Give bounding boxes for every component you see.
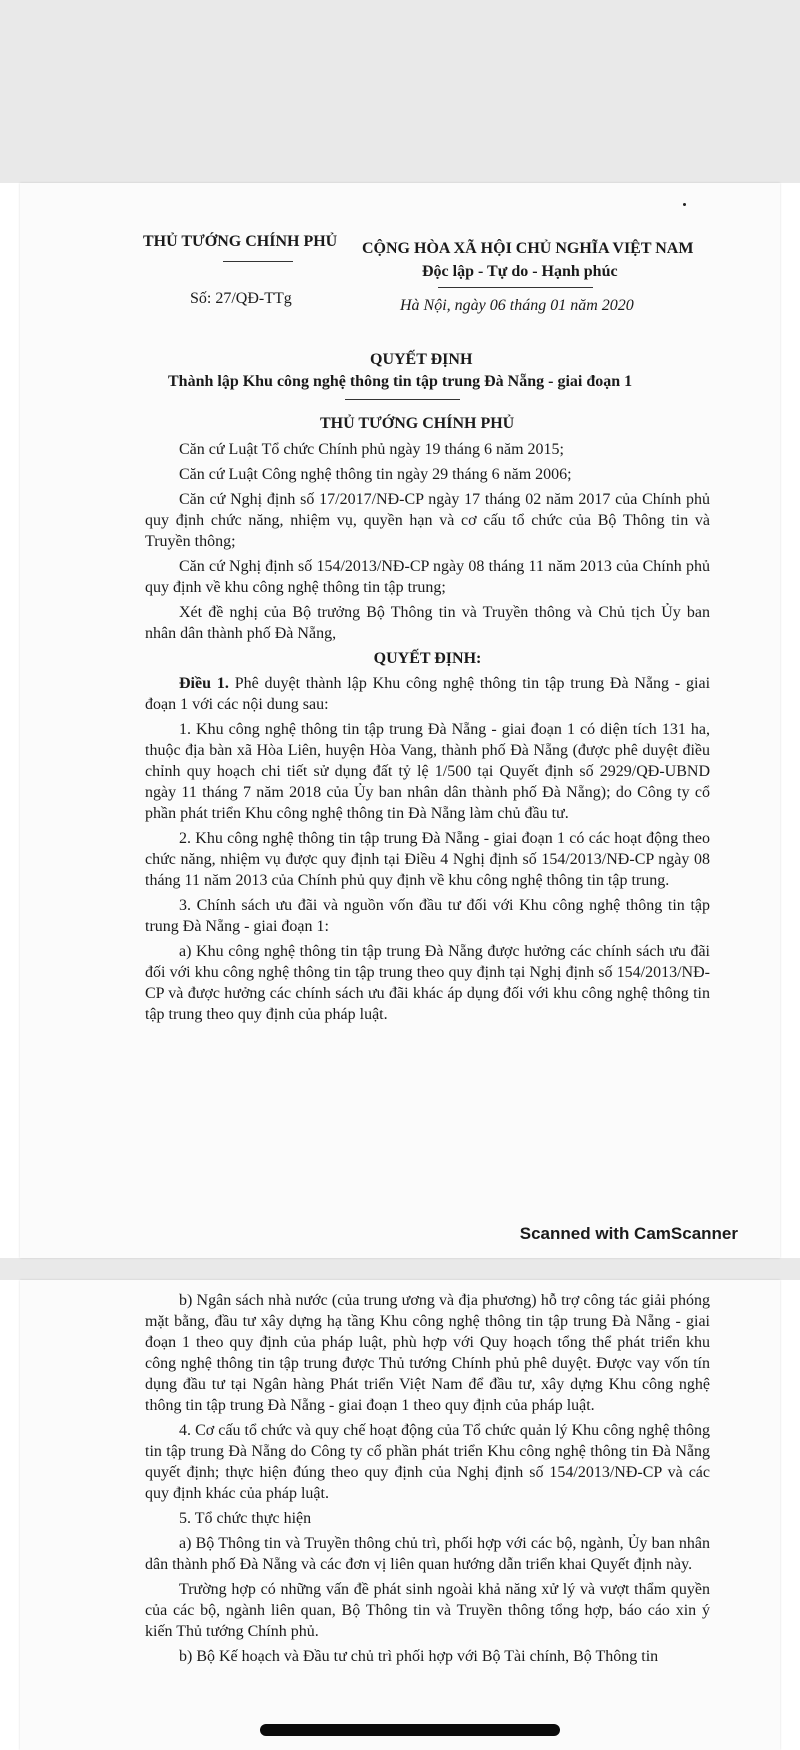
nation-name: CỘNG HÒA XÃ HỘI CHỦ NGHĨA VIỆT NAM bbox=[362, 240, 694, 257]
decision-heading: QUYẾT ĐỊNH: bbox=[373, 650, 482, 667]
issuer-name: THỦ TƯỚNG CHÍNH PHỦ bbox=[143, 233, 338, 250]
document-title: QUYẾT ĐỊNH bbox=[370, 351, 473, 368]
article-item: a) Khu công nghệ thông tin tập trung Đà Nẵng được hưởng các chính sách ưu đãi đối với khu công nghệ thông tin tập trung theo quy định tại Nghị định số 154/2013/NĐ-CP và được hưởng các chính sách ưu đãi khác áp dụng đối với khu công nghệ thông tin tập trung theo quy định của pháp luật. bbox=[145, 943, 710, 1023]
subtitle-underline bbox=[345, 399, 460, 400]
issue-date: Hà Nội, ngày 06 tháng 01 năm 2020 bbox=[400, 297, 634, 314]
article-item: 4. Cơ cấu tổ chức và quy chế hoạt động của Tổ chức quản lý Khu công nghệ thông tin tập trung Đà Nẵng do Công ty cổ phần phát triển Khu công nghệ thông tin Đà Nẵng quyết định; thực hiện đúng theo quy định của Nghị định số 154/2013/NĐ-CP và các quy định khác của pháp luật. bbox=[145, 1422, 710, 1502]
article-1 bbox=[145, 673, 710, 715]
scan-speck bbox=[683, 203, 686, 206]
nation-motto: Độc lập - Tự do - Hạnh phúc bbox=[422, 263, 618, 280]
article-1-label: Điều 1. bbox=[179, 675, 229, 692]
decision-body-continued bbox=[145, 1290, 710, 1671]
proposal-basis: Xét đề nghị của Bộ trưởng Bộ Thông tin và Truyền thông và Chủ tịch Ủy ban nhân dân thành phố Đà Nẵng, bbox=[145, 604, 710, 642]
legal-basis: Căn cứ Luật Tổ chức Chính phủ ngày 19 tháng 6 năm 2015; bbox=[179, 441, 564, 458]
top-background bbox=[0, 0, 800, 183]
camscanner-watermark: Scanned with CamScanner bbox=[519, 1224, 738, 1243]
legal-basis: Căn cứ Nghị định số 154/2013/NĐ-CP ngày 08 tháng 11 năm 2013 của Chính phủ quy định về khu công nghệ thông tin tập trung; bbox=[145, 558, 710, 596]
page-gap bbox=[0, 1258, 800, 1280]
authority-heading: THỦ TƯỚNG CHÍNH PHỦ bbox=[320, 415, 515, 432]
document-number: Số: 27/QĐ-TTg bbox=[190, 290, 292, 307]
document-page-1 bbox=[20, 183, 780, 1258]
article-item: b) Ngân sách nhà nước (của trung ương và địa phương) hỗ trợ công tác giải phóng mặt bằng, đầu tư xây dựng hạ tầng Khu công nghệ thông tin tập trung Đà Nẵng - giai đoạn 1 theo quy định của pháp luật, phù hợp với Quy hoạch tổng thể phát triển khu công nghệ thông tin tập trung được Thủ tướng Chính phủ phê duyệt. Được vay vốn tín dụng đầu tư tại Ngân hàng Phát triển Việt Nam để đầu tư, xây dựng Khu công nghệ thông tin tập trung Đà Nẵng - giai đoạn 1 theo quy định của pháp luật. bbox=[145, 1292, 710, 1414]
article-item: 3. Chính sách ưu đãi và nguồn vốn đầu tư đối với Khu công nghệ thông tin tập trung Đà Nẵng - giai đoạn 1: bbox=[145, 897, 710, 935]
article-1-text: Phê duyệt thành lập Khu công nghệ thông tin tập trung Đà Nẵng - giai đoạn 1 với các nội dung sau: bbox=[145, 675, 711, 713]
article-item: 5. Tổ chức thực hiện bbox=[179, 1510, 312, 1527]
document-page-2 bbox=[20, 1280, 780, 1750]
article-item: Trường hợp có những vấn đề phát sinh ngoài khả năng xử lý và vượt thẩm quyền của các bộ, ngành liên quan, Bộ Thông tin và Truyền thông tổng hợp, báo cáo xin ý kiến Thủ tướng Chính phủ. bbox=[145, 1581, 710, 1640]
motto-underline bbox=[438, 287, 593, 288]
legal-basis: Căn cứ Luật Công nghệ thông tin ngày 29 tháng 6 năm 2006; bbox=[179, 466, 572, 483]
document-subtitle: Thành lập Khu công nghệ thông tin tập trung Đà Nẵng - giai đoạn 1 bbox=[168, 373, 633, 390]
article-item: b) Bộ Kế hoạch và Đầu tư chủ trì phối hợp với Bộ Tài chính, Bộ Thông tin bbox=[179, 1648, 659, 1665]
legal-basis: Căn cứ Nghị định số 17/2017/NĐ-CP ngày 17 tháng 02 năm 2017 của Chính phủ quy định chức năng, nhiệm vụ, quyền hạn và cơ cấu tổ chức của Bộ Thông tin và Truyền thông; bbox=[145, 491, 710, 550]
article-item: 2. Khu công nghệ thông tin tập trung Đà Nẵng - giai đoạn 1 có các hoạt động theo chức năng, nhiệm vụ được quy định tại Điều 4 Nghị định số 154/2013/NĐ-CP ngày 08 tháng 11 năm 2013 của Chính phủ quy định về khu công nghệ thông tin tập trung. bbox=[145, 830, 710, 889]
issuer-underline bbox=[223, 261, 293, 262]
decision-body bbox=[145, 439, 710, 1029]
article-item: 1. Khu công nghệ thông tin tập trung Đà Nẵng - giai đoạn 1 có diện tích 131 ha, thuộc địa bàn xã Hòa Liên, huyện Hòa Vang, thành phố Đà Nẵng (được phê duyệt điều chỉnh quy hoạch chi tiết sử dụng đất tỷ lệ 1/500 tại Quyết định số 2929/QĐ-UBND ngày 11 tháng 7 năm 2018 của Ủy ban nhân dân thành phố Đà Nẵng); do Công ty cổ phần phát triển Khu công nghệ thông tin Đà Nẵng làm chủ đầu tư. bbox=[145, 721, 710, 822]
article-item: a) Bộ Thông tin và Truyền thông chủ trì, phối hợp với các bộ, ngành, Ủy ban nhân dân thành phố Đà Nẵng và các đơn vị liên quan hướng dẫn triển khai Quyết định này. bbox=[145, 1535, 710, 1573]
redaction-bar bbox=[260, 1724, 560, 1736]
